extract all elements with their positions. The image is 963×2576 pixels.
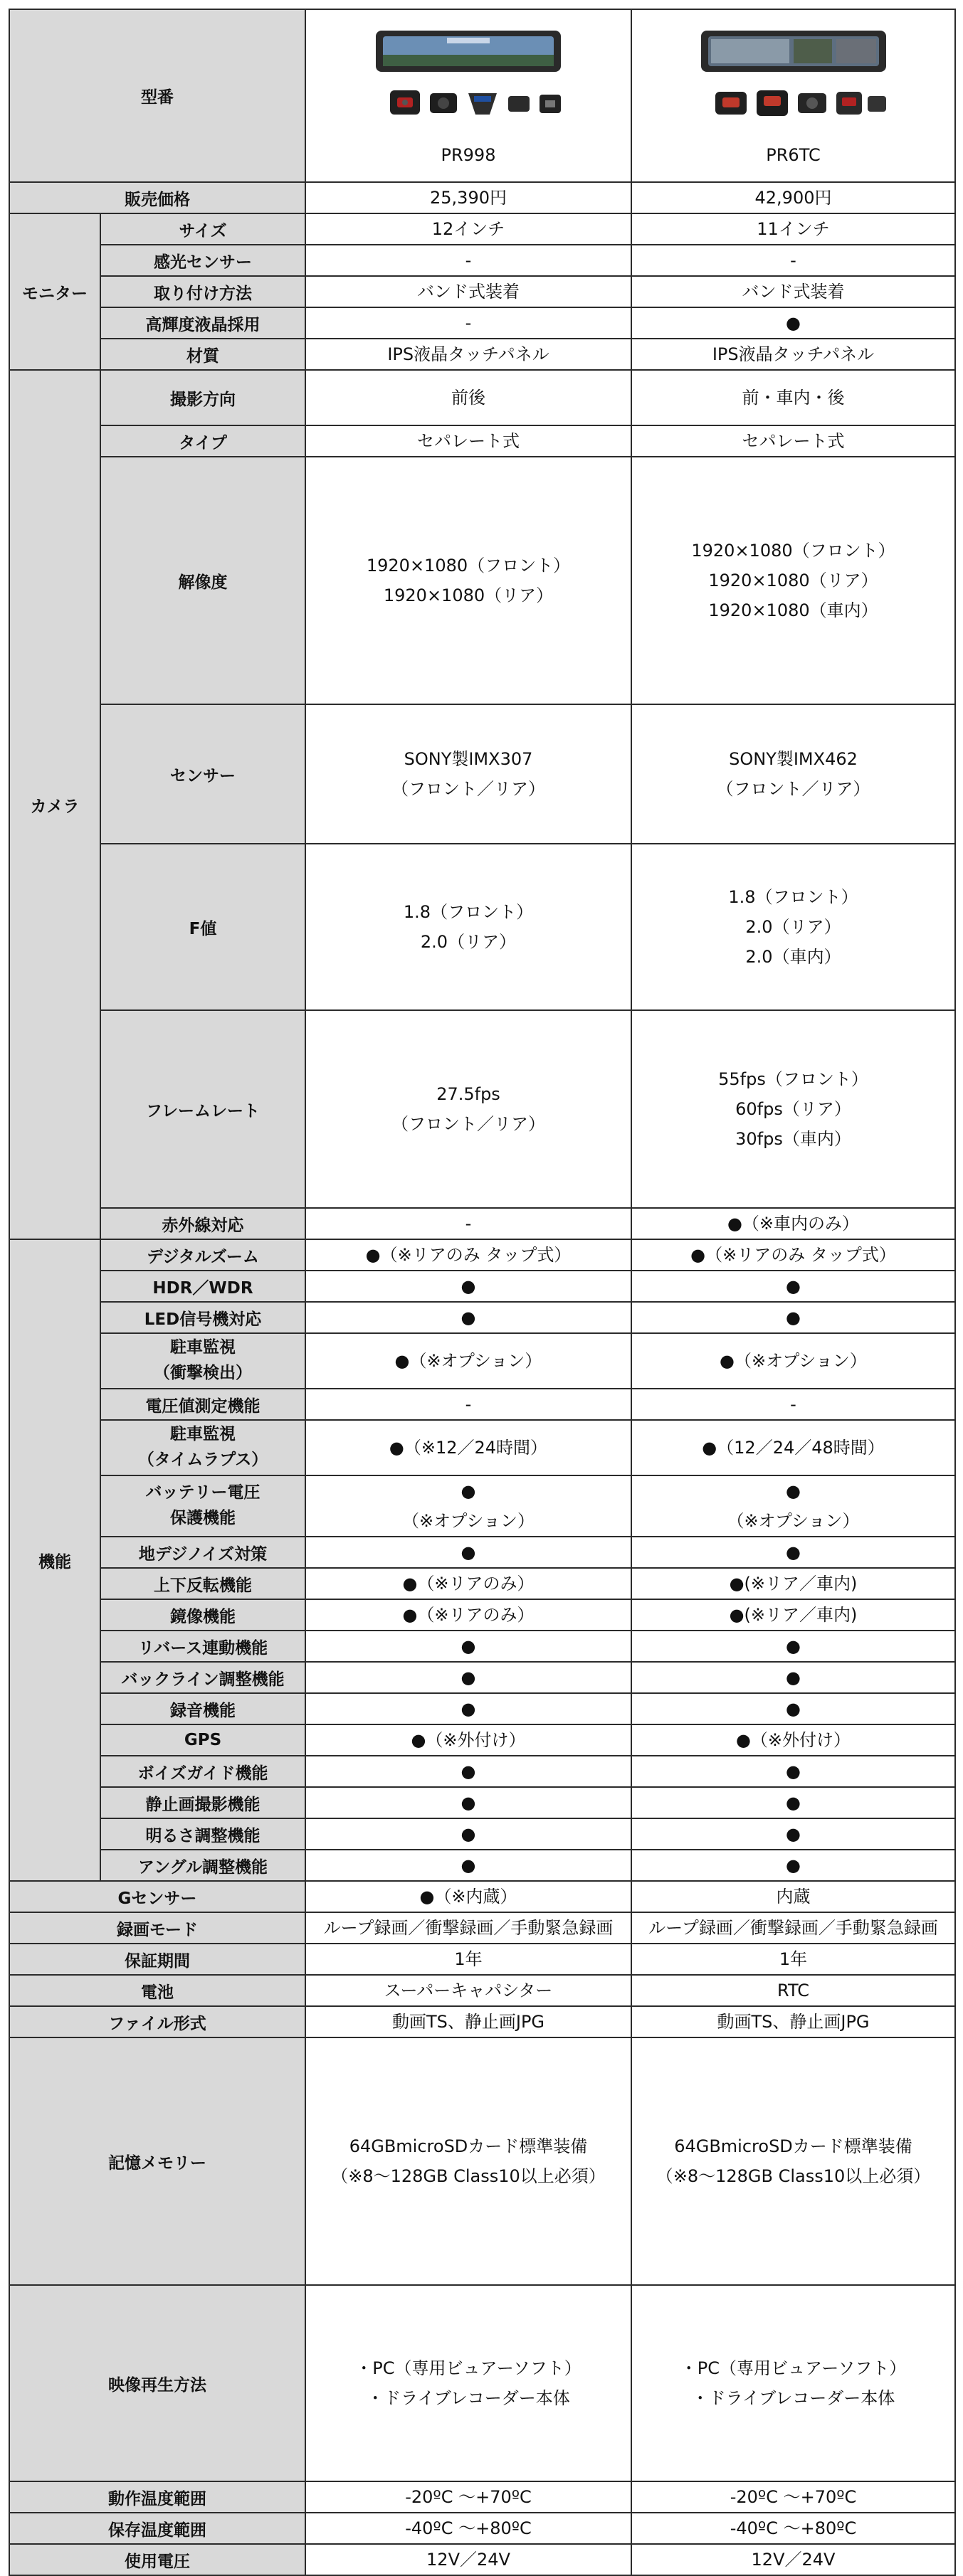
value-line: ●（※リアのみ） <box>402 1574 535 1594</box>
spec-label: 映像再生方法 <box>9 2285 305 2481</box>
value-line: （※オプション） <box>727 1511 860 1531</box>
pr6tc-value <box>631 370 955 425</box>
pr998-value <box>305 1850 631 1881</box>
spec-row <box>9 276 955 307</box>
value-line: 内蔵 <box>776 1887 811 1907</box>
header-row <box>9 9 955 182</box>
value-line: （フロント／リア） <box>391 1114 545 1134</box>
pr6tc-value <box>631 844 955 1010</box>
value-line: （※8～128GB Class10以上必須） <box>656 2166 931 2186</box>
value-line: ● <box>786 1636 801 1656</box>
value-line: ・ドライブレコーダー本体 <box>691 2388 895 2408</box>
spec-row <box>9 1475 955 1537</box>
value-line: 動画TS、静止画JPG <box>391 2012 545 2032</box>
spec-label: リバース連動機能 <box>100 1631 305 1662</box>
value-line: ● <box>461 1761 476 1781</box>
pr6tc-value <box>631 1271 955 1302</box>
pr998-value <box>305 307 631 339</box>
spec-row <box>9 2513 955 2544</box>
pr998-product-image <box>362 22 575 136</box>
value-line: 27.5fps <box>436 1084 500 1104</box>
value-line: 前後 <box>451 388 485 408</box>
pr998-value <box>305 1631 631 1662</box>
spec-row <box>9 1239 955 1271</box>
pr998-value <box>305 1389 631 1420</box>
pr998-value <box>305 1271 631 1302</box>
spec-row <box>9 1389 955 1420</box>
pr6tc-value <box>631 1333 955 1389</box>
value-line: セパレート式 <box>417 431 520 451</box>
category-label: モニター <box>9 213 100 370</box>
spec-row <box>9 1420 955 1475</box>
category-label: 機能 <box>9 1239 100 1881</box>
value-line: （フロント／リア） <box>716 779 870 799</box>
spec-row <box>9 1333 955 1389</box>
spec-label: F値 <box>100 844 305 1010</box>
spec-label: 取り付け方法 <box>100 276 305 307</box>
spec-row <box>9 1850 955 1881</box>
spec-label: ファイル形式 <box>9 2006 305 2037</box>
pr6tc-value <box>631 1568 955 1599</box>
value-line: 60fps（リア） <box>735 1099 851 1119</box>
value-line: ● <box>461 1481 476 1501</box>
value-line: 64GBmicroSDカード標準装備 <box>674 2136 912 2156</box>
spec-label: 保証期間 <box>9 1944 305 1975</box>
spec-label: 材質 <box>100 339 305 370</box>
value-line: ● <box>461 1824 476 1844</box>
value-line: ●（※オプション） <box>720 1351 867 1371</box>
spec-label: 明るさ調整機能 <box>100 1818 305 1850</box>
pr6tc-value <box>631 1631 955 1662</box>
spec-row <box>9 1302 955 1333</box>
pr6tc-value <box>631 276 955 307</box>
pr6tc-value <box>631 339 955 370</box>
pr6tc-value <box>631 1662 955 1693</box>
pr998-value <box>305 213 631 245</box>
pr6tc-value <box>631 1944 955 1975</box>
value-line: 64GBmicroSDカード標準装備 <box>349 2136 588 2156</box>
value-line: 1920×1080（フロント） <box>366 556 571 576</box>
pr998-value <box>305 457 631 704</box>
value-line: 1年 <box>779 1949 808 1969</box>
spec-label: Gセンサー <box>9 1881 305 1912</box>
pr998-value <box>305 1302 631 1333</box>
value-line: -20ºC ～+70ºC <box>730 2487 857 2507</box>
spec-row <box>9 1818 955 1850</box>
pr6tc-value <box>631 307 955 339</box>
value-line: -20ºC ～+70ºC <box>405 2487 532 2507</box>
spec-label: 静止画撮影機能 <box>100 1787 305 1818</box>
spec-label-line: （タイムラプス） <box>137 1451 268 1469</box>
value-line: - <box>465 1214 472 1234</box>
value-line: 1920×1080（フロント） <box>691 541 895 561</box>
pr998-value <box>305 276 631 307</box>
pr998-value <box>305 1599 631 1631</box>
value-line: 11インチ <box>757 219 830 239</box>
spec-label: 地デジノイズ対策 <box>100 1537 305 1568</box>
value-line: ループ録画／衝撃録画／手動緊急録画 <box>323 1918 614 1938</box>
spec-row <box>9 1944 955 1975</box>
value-line: - <box>465 313 472 333</box>
value-line: ● <box>461 1668 476 1687</box>
spec-label: 販売価格 <box>9 182 305 213</box>
spec-row <box>9 1271 955 1302</box>
value-line: - <box>465 1394 472 1414</box>
spec-label <box>100 1333 305 1389</box>
pr998-value <box>305 2513 631 2544</box>
pr6tc-value <box>631 1010 955 1208</box>
pr6tc-product-image <box>687 22 900 136</box>
value-line: 12インチ <box>431 219 505 239</box>
value-line: ●（※12／24時間） <box>389 1438 548 1458</box>
value-line: ● <box>786 1668 801 1687</box>
value-line: 2.0（リア） <box>420 932 517 952</box>
pr998-value <box>305 2006 631 2037</box>
pr998-value <box>305 370 631 425</box>
pr6tc-value <box>631 182 955 213</box>
pr6tc-value <box>631 1787 955 1818</box>
value-line: 30fps（車内） <box>735 1129 851 1149</box>
spec-row <box>9 339 955 370</box>
pr6tc-value <box>631 2285 955 2481</box>
pr998-value <box>305 1944 631 1975</box>
spec-row <box>9 1208 955 1239</box>
value-line: 2.0（車内） <box>745 947 841 967</box>
pr998-value <box>305 1420 631 1475</box>
value-line: セパレート式 <box>742 431 845 451</box>
pr6tc-value <box>631 1975 955 2006</box>
pr6tc-value <box>631 1302 955 1333</box>
pr998-value <box>305 2285 631 2481</box>
product-cell-pr6tc <box>631 9 955 182</box>
value-line: ● <box>461 1855 476 1875</box>
spec-row <box>9 2285 955 2481</box>
spec-row <box>9 1724 955 1756</box>
pr998-value <box>305 245 631 276</box>
spec-label: 鏡像機能 <box>100 1599 305 1631</box>
spec-label-line: 駐車監視 <box>170 1338 236 1357</box>
value-line: ●(※リア／車内) <box>729 1574 858 1594</box>
value-line: ● <box>786 1855 801 1875</box>
value-line: 1920×1080（車内） <box>708 600 878 620</box>
spec-row <box>9 182 955 213</box>
pr998-value <box>305 1724 631 1756</box>
spec-row <box>9 2481 955 2513</box>
pr998-value <box>305 2544 631 2575</box>
pr6tc-model-name: PR6TC <box>766 144 821 165</box>
value-line: ●（※リアのみ タップ式） <box>365 1245 572 1265</box>
pr998-value <box>305 1787 631 1818</box>
pr998-value <box>305 1693 631 1724</box>
value-line: ●（※内蔵） <box>419 1887 517 1907</box>
spec-label: 記憶メモリー <box>9 2037 305 2285</box>
value-line: IPS液晶タッチパネル <box>712 344 875 364</box>
value-line: （フロント／リア） <box>391 779 545 799</box>
pr998-value <box>305 1333 631 1389</box>
value-line: 25,390円 <box>430 188 507 208</box>
spec-row <box>9 1787 955 1818</box>
pr6tc-value <box>631 1850 955 1881</box>
value-line: 動画TS、静止画JPG <box>717 2012 870 2032</box>
value-line: ●（※リアのみ） <box>402 1605 535 1625</box>
value-line: ● <box>786 1481 801 1501</box>
value-line: - <box>790 1394 796 1414</box>
spec-label: 保存温度範囲 <box>9 2513 305 2544</box>
pr998-value <box>305 1881 631 1912</box>
pr6tc-value <box>631 2513 955 2544</box>
value-line: SONY製IMX307 <box>404 749 533 769</box>
spec-label: 電圧値測定機能 <box>100 1389 305 1420</box>
spec-label: 解像度 <box>100 457 305 704</box>
product-cell-pr998 <box>305 9 631 182</box>
spec-label: 録音機能 <box>100 1693 305 1724</box>
pr6tc-value <box>631 457 955 704</box>
spec-label: アングル調整機能 <box>100 1850 305 1881</box>
spec-row <box>9 1881 955 1912</box>
spec-label: 動作温度範囲 <box>9 2481 305 2513</box>
value-line: 12V／24V <box>426 2550 510 2570</box>
value-line: ・PC（専用ビュアーソフト） <box>355 2358 582 2378</box>
pr998-value <box>305 1208 631 1239</box>
spec-label: サイズ <box>100 213 305 245</box>
pr998-value <box>305 425 631 457</box>
pr998-value <box>305 1756 631 1787</box>
pr998-value <box>305 1537 631 1568</box>
pr6tc-value <box>631 213 955 245</box>
spec-row <box>9 1756 955 1787</box>
spec-row <box>9 704 955 844</box>
spec-label: センサー <box>100 704 305 844</box>
spec-row <box>9 2544 955 2575</box>
spec-row <box>9 1010 955 1208</box>
value-line: 1920×1080（リア） <box>383 585 554 605</box>
category-label: カメラ <box>9 370 100 1239</box>
value-line: ●（※車内のみ） <box>727 1214 860 1234</box>
pr998-value <box>305 1818 631 1850</box>
value-line: バンド式装着 <box>742 282 845 302</box>
spec-label: GPS <box>100 1724 305 1756</box>
spec-row <box>9 213 955 245</box>
spec-label-line: バッテリー電圧 <box>145 1483 261 1502</box>
spec-label: 赤外線対応 <box>100 1208 305 1239</box>
pr998-value <box>305 339 631 370</box>
spec-row <box>9 1599 955 1631</box>
spec-label: 撮影方向 <box>100 370 305 425</box>
spec-label: HDR／WDR <box>100 1271 305 1302</box>
pr6tc-value <box>631 2544 955 2575</box>
spec-row <box>9 2037 955 2285</box>
pr998-value <box>305 1975 631 2006</box>
value-line: ● <box>461 1308 476 1327</box>
spec-label: 高輝度液晶採用 <box>100 307 305 339</box>
pr6tc-value <box>631 1818 955 1850</box>
value-line: ● <box>461 1276 476 1296</box>
value-line: バンド式装着 <box>417 282 520 302</box>
spec-label: 録画モード <box>9 1912 305 1944</box>
spec-row <box>9 457 955 704</box>
pr6tc-value <box>631 1537 955 1568</box>
pr998-value <box>305 182 631 213</box>
pr6tc-value <box>631 704 955 844</box>
spec-label: LED信号機対応 <box>100 1302 305 1333</box>
value-line: ● <box>786 1761 801 1781</box>
pr998-value <box>305 2481 631 2513</box>
pr998-value <box>305 1568 631 1599</box>
spec-row <box>9 1631 955 1662</box>
pr6tc-value <box>631 2037 955 2285</box>
pr6tc-value <box>631 1756 955 1787</box>
value-line: -40ºC ～+80ºC <box>730 2518 857 2538</box>
pr998-value <box>305 844 631 1010</box>
spec-label: 感光センサー <box>100 245 305 276</box>
spec-label: ボイズガイド機能 <box>100 1756 305 1787</box>
spec-label: 上下反転機能 <box>100 1568 305 1599</box>
spec-label: タイプ <box>100 425 305 457</box>
pr6tc-value <box>631 1724 955 1756</box>
spec-row <box>9 844 955 1010</box>
spec-row <box>9 370 955 425</box>
pr6tc-value <box>631 2481 955 2513</box>
value-line: - <box>790 250 796 270</box>
value-line: 55fps（フロント） <box>718 1069 868 1089</box>
value-line: 2.0（リア） <box>745 917 841 937</box>
pr998-model-name: PR998 <box>441 144 496 165</box>
pr6tc-value <box>631 1475 955 1537</box>
value-line: ●(※リア／車内) <box>729 1605 858 1625</box>
value-line: ● <box>461 1793 476 1813</box>
value-line: 42,900円 <box>754 188 832 208</box>
value-line: ループ録画／衝撃録画／手動緊急録画 <box>648 1918 938 1938</box>
pr6tc-value <box>631 1239 955 1271</box>
spec-row <box>9 1568 955 1599</box>
value-line: 1.8（フロント） <box>728 887 858 907</box>
value-line: 1年 <box>454 1949 483 1969</box>
pr6tc-value <box>631 1881 955 1912</box>
spec-label: フレームレート <box>100 1010 305 1208</box>
spec-row <box>9 307 955 339</box>
spec-comparison-table <box>9 9 956 2576</box>
spec-label <box>100 1420 305 1475</box>
value-line: ● <box>786 1699 801 1719</box>
spec-row <box>9 1693 955 1724</box>
pr998-value <box>305 704 631 844</box>
value-line: - <box>465 250 472 270</box>
value-line: 1920×1080（リア） <box>708 571 878 590</box>
spec-label: バックライン調整機能 <box>100 1662 305 1693</box>
value-line: ●（12／24／48時間） <box>702 1438 885 1458</box>
spec-table-body <box>9 9 955 2575</box>
value-line: スーパーキャパシター <box>384 1981 553 2000</box>
spec-row <box>9 1662 955 1693</box>
pr6tc-value <box>631 425 955 457</box>
spec-label: デジタルズーム <box>100 1239 305 1271</box>
spec-label-line: （衝撃検出） <box>154 1364 252 1382</box>
spec-row <box>9 245 955 276</box>
value-line: ● <box>461 1699 476 1719</box>
spec-row <box>9 2006 955 2037</box>
value-line: IPS液晶タッチパネル <box>387 344 549 364</box>
value-line: ・PC（専用ビュアーソフト） <box>680 2358 907 2378</box>
pr6tc-value <box>631 1912 955 1944</box>
spec-label: 電池 <box>9 1975 305 2006</box>
spec-label-line: 駐車監視 <box>170 1425 236 1444</box>
value-line: ● <box>786 1824 801 1844</box>
pr998-value <box>305 2037 631 2285</box>
pr998-value <box>305 1010 631 1208</box>
spec-row <box>9 1975 955 2006</box>
pr6tc-value <box>631 1693 955 1724</box>
spec-row <box>9 1912 955 1944</box>
value-line: ● <box>786 313 801 333</box>
pr998-value <box>305 1475 631 1537</box>
spec-row <box>9 425 955 457</box>
pr6tc-value <box>631 1420 955 1475</box>
model-label: 型番 <box>9 9 305 182</box>
value-line: ●（※外付け） <box>735 1730 851 1750</box>
spec-label <box>100 1475 305 1537</box>
spec-row <box>9 1537 955 1568</box>
pr998-value <box>305 1662 631 1693</box>
value-line: ● <box>786 1542 801 1562</box>
value-line: ●（※オプション） <box>394 1351 542 1371</box>
value-line: ● <box>786 1276 801 1296</box>
pr6tc-value <box>631 1599 955 1631</box>
value-line: ● <box>461 1636 476 1656</box>
value-line: 12V／24V <box>751 2550 836 2570</box>
value-line: 1.8（フロント） <box>403 902 534 922</box>
value-line: ●（※外付け） <box>411 1730 526 1750</box>
value-line: （※オプション） <box>402 1511 535 1531</box>
value-line: ・ドライブレコーダー本体 <box>367 2388 570 2408</box>
value-line: ● <box>786 1793 801 1813</box>
value-line: ● <box>786 1308 801 1327</box>
value-line: SONY製IMX462 <box>729 749 858 769</box>
value-line: 前・車内・後 <box>742 388 845 408</box>
pr6tc-value <box>631 1389 955 1420</box>
value-line: （※8～128GB Class10以上必須） <box>331 2166 606 2186</box>
value-line: ●（※リアのみ タップ式） <box>690 1245 896 1265</box>
pr6tc-value <box>631 245 955 276</box>
pr6tc-value <box>631 1208 955 1239</box>
value-line: RTC <box>777 1981 809 2000</box>
spec-label: 使用電圧 <box>9 2544 305 2575</box>
spec-label-line: 保護機能 <box>170 1509 236 1527</box>
value-line: ● <box>461 1542 476 1562</box>
pr998-value <box>305 1239 631 1271</box>
pr6tc-value <box>631 2006 955 2037</box>
pr998-value <box>305 1912 631 1944</box>
value-line: -40ºC ～+80ºC <box>405 2518 532 2538</box>
